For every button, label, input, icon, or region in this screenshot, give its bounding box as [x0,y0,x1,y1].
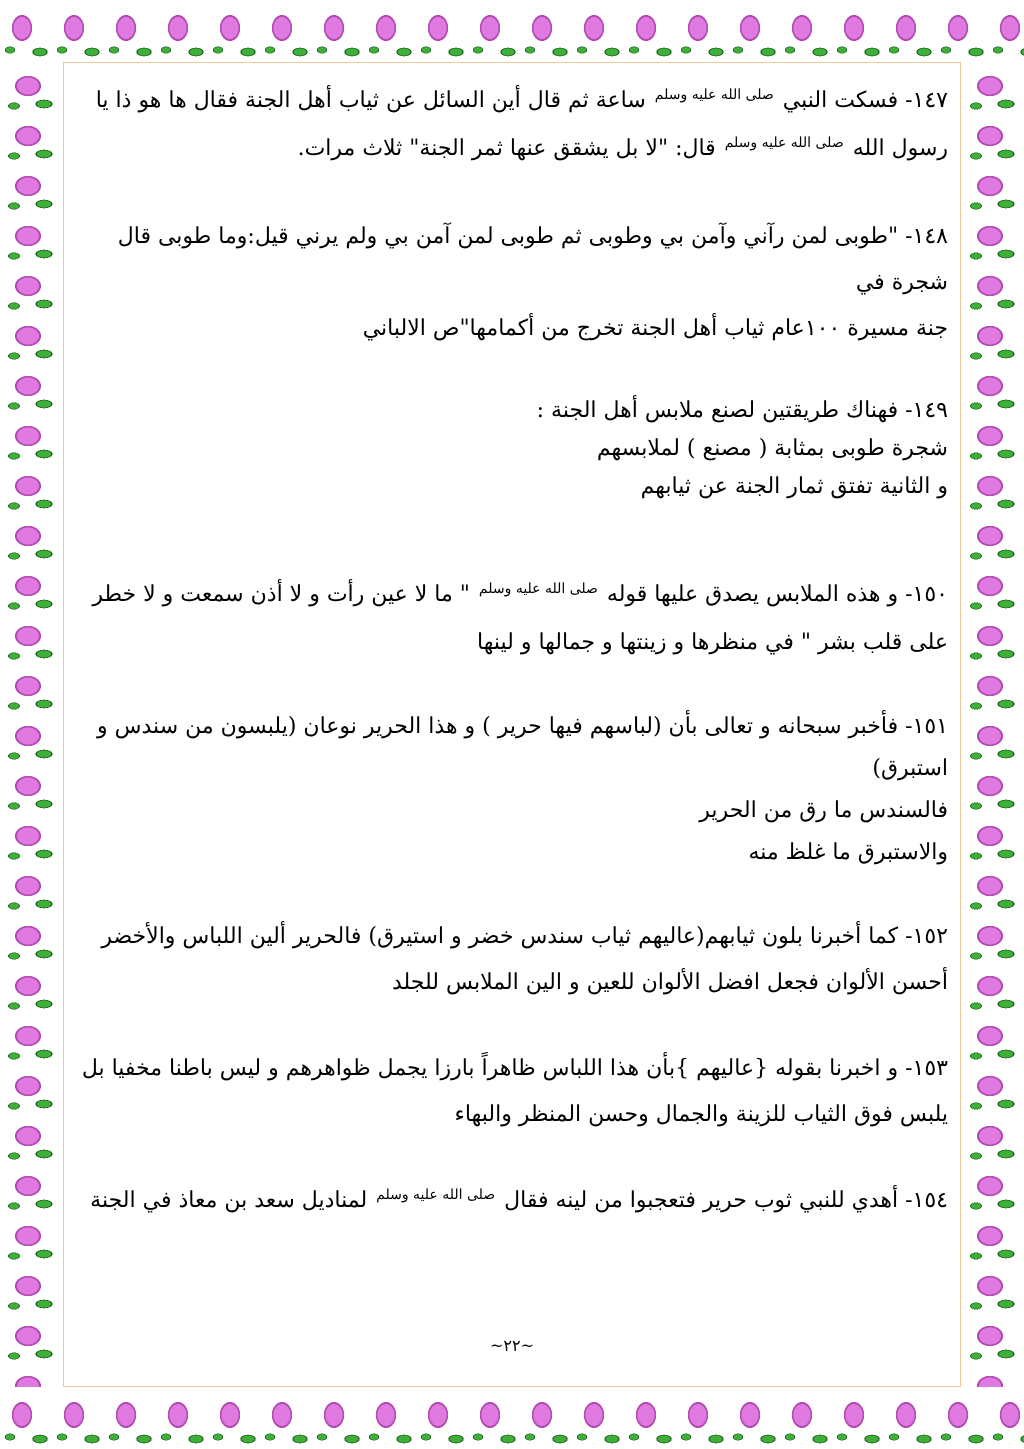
line: يلبس فوق الثياب للزينة والجمال وحسن المنظر والبهاء [454,1102,948,1127]
paragraph-151 [80,706,948,874]
line: و الثانية تفتق ثمار الجنة عن ثيابهم [640,474,948,499]
floral-border-top [0,0,1024,62]
line: شجرة طوبى بمثابة ( مصنع ) لملابسهم [596,436,948,461]
line: ١٥١- فأخبر سبحانه و تعالى بأن (لباسهم فيها حرير ) و هذا الحرير نوعان (يلبسون من سندس و [97,714,948,739]
line: ١٥٣- و اخبرنا بقوله {عاليهم }بأن هذا اللباس ظاهراً بارزا يجمل ظواهرهم و ليس باطنا مخفيا بل [81,1056,948,1081]
text: ١٥٤- أهدي للنبي ثوب حرير فتعجبوا من لينه فقال [504,1188,948,1213]
text: رسول الله [852,136,948,161]
paragraph-150 [80,572,948,666]
text: ١٥٠- و هذه الملابس يصدق عليها قوله [606,582,948,607]
line [80,572,948,620]
salla-glyph: صلى الله عليه وسلم [654,87,774,103]
floral-border-bottom [0,1387,1024,1449]
line [80,78,948,126]
page-number: ~٢٢~ [490,1336,534,1355]
paragraph-154 [80,1178,948,1226]
floral-border-left [0,62,62,1387]
line: ١٥٢- كما أخبرنا بلون ثيابهم(عاليهم ثياب سندس خضر و استيرق) فالحرير ألين اللباس والأخضر [101,924,948,949]
line [80,126,948,174]
paragraph-147 [80,78,948,174]
text: ساعة ثم قال أين السائل عن ثياب أهل الجنة فقال ها هو ذا يا [95,88,646,113]
text: قال: "لا بل يشقق عنها ثمر الجنة" ثلاث مرات. [297,136,716,161]
paragraph-149 [80,392,948,506]
text: " ما لا عين رأت و لا أذن سمعت و لا خطر [92,582,470,607]
line: فالسندس ما رق من الحرير [699,798,948,823]
line: والاستبرق ما غلظ منه [748,840,948,865]
line: على قلب بشر " في منظرها و زينتها و جمالها و لينها [477,630,948,655]
line: ١٤٨- "طوبى لمن رآني وآمن بي وطوبى ثم طوبى لمن آمن بي ولم يرني قيل:وما طوبى قال شجرة في [117,224,948,295]
salla-glyph: صلى الله عليه وسلم [724,135,844,151]
paragraph-152 [80,914,948,1006]
line: ١٤٩- فهناك طريقتين لصنع ملابس أهل الجنة : [536,398,948,423]
text: ١٤٧- فسكت النبي [782,88,948,113]
text: لمناديل سعد بن معاذ في الجنة [90,1188,368,1213]
salla-glyph: صلى الله عليه وسلم [376,1187,496,1203]
line: جنة مسيرة ١٠٠عام ثياب أهل الجنة تخرج من أكمامها"ص الالباني [362,316,948,341]
line: أحسن الألوان فجعل افضل الألوان للعين و الين الملابس للجلد [391,970,948,995]
line [80,1178,948,1226]
page-content [80,78,948,1226]
line: استبرق) [872,756,948,781]
paragraph-153 [80,1046,948,1138]
salla-glyph: صلى الله عليه وسلم [478,581,598,597]
paragraph-148 [80,214,948,352]
floral-border-right [962,62,1024,1387]
